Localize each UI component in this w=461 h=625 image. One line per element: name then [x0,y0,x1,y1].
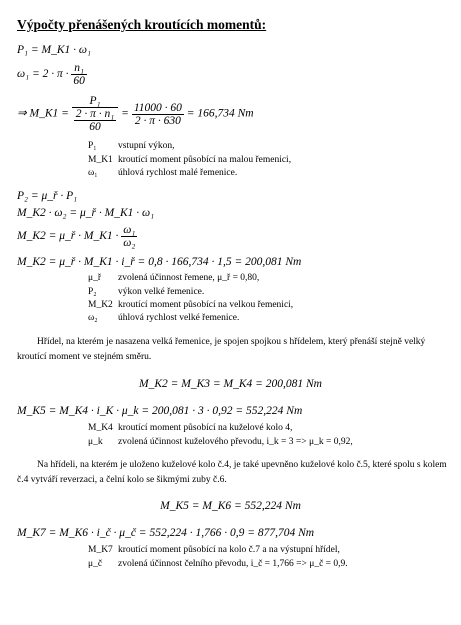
legend-symbol: μ_ř [88,273,102,283]
legend-symbol: M_K4 [88,423,113,433]
legend-symbol: M_K2 [88,300,113,310]
legend-symbol: M_K7 [88,545,113,555]
legend-symbol: M_K1 [88,155,113,165]
equals-sign: = [121,107,129,120]
legend-text: kroutící moment působící na kolo č.7 a na výstupní hřídel, [118,545,340,555]
equation-mk1 [17,95,254,133]
fraction-numerator: P₁ [72,95,119,108]
legend-text: kroutící moment působící na kuželové kolo 4, [118,423,293,433]
fraction-denominator: 2 · π · 630 [134,114,181,127]
fraction-omega1-omega2 [121,224,137,249]
legend-symbol: μ_k [88,437,103,447]
equation-omega-1 [17,62,87,87]
legend-text: kroutící moment působící na malou řemenici, [118,155,292,165]
legend-symbol: ω₁ [88,168,98,178]
equation-mk7: M_K7 = M_K6 · i_č · μ_č = 552,224 · 1,766 · 0,9 = 877,704 Nm [17,527,315,539]
legend-text: úhlová rychlost velké řemenice. [118,313,240,323]
legend-text: zvolená účinnost kuželového převodu, i_k = 3 => μ_k = 0,92, [118,437,353,447]
equation-mk2-mk3-mk4: M_K2 = M_K3 = M_K4 = 200,081 Nm [138,378,322,390]
equation-moment-balance: M_K2 · ω₂ = μ_ř · M_K1 · ω₁ [17,207,155,219]
legend-text: zvolená účinnost řemene, μ_ř = 0,80, [118,273,260,283]
equation-mk2-ratio-left: M_K2 = μ_ř · M_K1 · [17,230,119,243]
equation-mk2-result: M_K2 = μ_ř · M_K1 · i_ř = 0,8 · 166,734 · 1,5 = 200,081 Nm [17,256,302,268]
equation-omega-1-left: ω₁ = 2 · π · [17,68,69,81]
equation-mk1-result: = 166,734 Nm [186,107,254,120]
fraction-denominator: 60 [73,75,85,87]
paragraph-shaft-coupling: Hřídel, na kterém je nasazena velká řemenice, je spojen spojkou s hřídelem, který přenáší stejně velký kroutící moment ve stejném směru. [17,337,426,362]
equation-mk1-left: ⇒ M_K1 = [17,107,69,120]
legend-symbol: ω₂ [88,313,98,323]
equation-power-2: P₂ = μ_ř · P₁ [17,190,78,202]
legend-text: úhlová rychlost malé řemenice. [118,168,238,178]
paragraph-bevel-gears: Na hřídeli, na kterém je uloženo kuželové kolo č.4, je také upevněno kuželové kolo č.5, které spolu s kolem č.4 vytváří reverzaci, a čelní kolo se šikmými zuby č.6. [17,460,447,485]
legend-text: zvolená účinnost čelního převodu, i_č = 1,766 => μ_č = 0,9. [118,559,348,569]
fraction-denominator: 60 [89,121,101,133]
fraction-numerator: n₁ [71,62,87,75]
fraction-numerator: ω₁ [123,224,136,236]
equation-power-1: P₁ = M_K1 · ω₁ [17,44,92,56]
fraction-denominator: ω₂ [123,237,136,249]
fraction-denominator-compound [72,108,119,133]
equation-mk5: M_K5 = M_K4 · i_K · μ_k = 200,081 · 3 · 0,92 = 552,224 Nm [17,405,303,417]
fraction-numeric [132,102,184,127]
equation-mk5-mk6: M_K5 = M_K6 = 552,224 Nm [160,500,301,512]
equation-mk2-ratio [17,224,137,249]
fraction-numerator: 2 · π · n₁ [75,108,115,120]
fraction-n1-60 [71,62,87,87]
legend-text: kroutící moment působící na velkou řemenici, [118,300,294,310]
legend-symbol: P₂ [88,287,97,297]
legend-text: vstupní výkon, [118,141,175,151]
page-title: Výpočty přenášených kroutících momentů: [17,17,267,32]
legend-symbol: P₁ [88,141,97,151]
fraction-p1-over-omega [72,95,119,133]
legend-text: výkon velké řemenice. [118,287,205,297]
legend-symbol: μ_č [88,559,103,569]
fraction-numerator: 11000 · 60 [133,101,182,114]
